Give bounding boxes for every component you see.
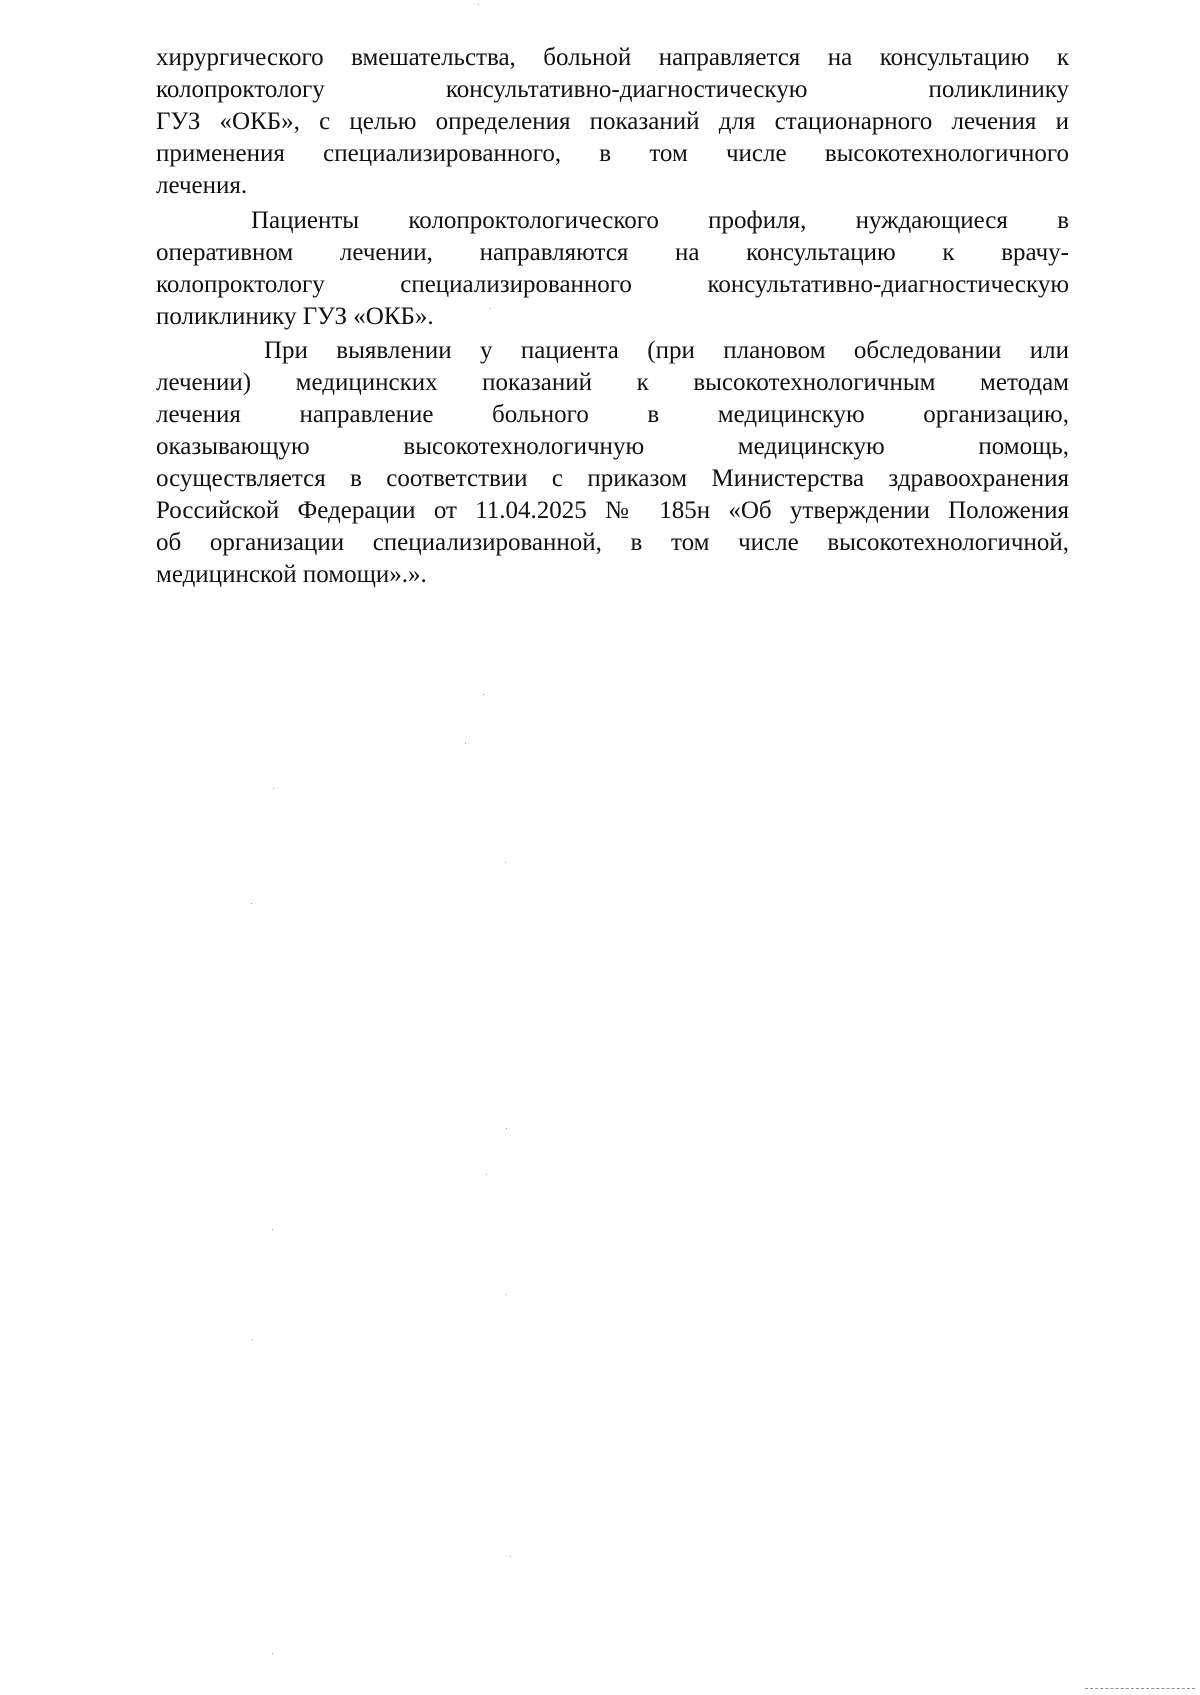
scan-speck (478, 4, 479, 5)
scan-speck (272, 1653, 273, 1654)
paragraph-3 (156, 335, 1069, 591)
paragraph-line: осуществляется в соответствии с приказом Министерства здравоохранения (156, 465, 1069, 492)
paragraph-1 (156, 42, 1069, 202)
scan-speck (251, 903, 252, 904)
paragraph-line: колопроктологу специализированного консультативно-диагностическую (156, 271, 1069, 298)
paragraph-line: оперативном лечении, направляются на консультацию к врачу- (156, 239, 1069, 266)
paragraph-line: хирургического вмешательства, больной направляется на консультацию к (156, 44, 1069, 71)
scan-speck (483, 694, 484, 695)
scan-speck (465, 743, 466, 744)
scan-speck (490, 308, 491, 309)
paragraph-line: Пациенты колопроктологического профиля, нуждающиеся в (251, 207, 1069, 234)
scan-speck (273, 788, 274, 789)
paragraph-line: Российской Федерации от 11.04.2025 № 185н «Об утверждении Положения (156, 497, 1069, 524)
scan-speck (506, 1294, 507, 1295)
paragraph-2 (156, 205, 1069, 333)
scan-speck (510, 1556, 511, 1557)
scan-speck (505, 862, 506, 863)
scan-speck (506, 1128, 507, 1129)
paragraph-line: оказывающую высокотехнологичную медицинскую помощь, (156, 433, 1069, 460)
paragraph-line: медицинской помощи».». (156, 561, 427, 588)
paragraph-line: колопроктологу консультативно-диагностическую поликлинику (156, 76, 1069, 103)
paragraph-line: применения специализированного, в том числе высокотехнологичного (156, 140, 1069, 167)
scan-speck (252, 1339, 253, 1340)
paragraph-line: лечения. (156, 172, 248, 199)
paragraph-line: об организации специализированной, в том числе высокотехнологичной, (156, 529, 1069, 556)
paragraph-line: лечении) медицинских показаний к высокотехнологичным методам (156, 369, 1069, 396)
scan-speck (272, 1229, 273, 1230)
scan-speck (486, 1174, 487, 1175)
paragraph-line: лечения направление больного в медицинскую организацию, (156, 401, 1069, 428)
paragraph-line: ГУЗ «ОКБ», с целью определения показаний для стационарного лечения и (156, 108, 1069, 135)
paragraph-line: При выявлении у пациента (при плановом обследовании или (264, 337, 1069, 364)
footer-dash-mark (1085, 1688, 1195, 1691)
paragraph-line: поликлинику ГУЗ «ОКБ». (156, 303, 434, 330)
